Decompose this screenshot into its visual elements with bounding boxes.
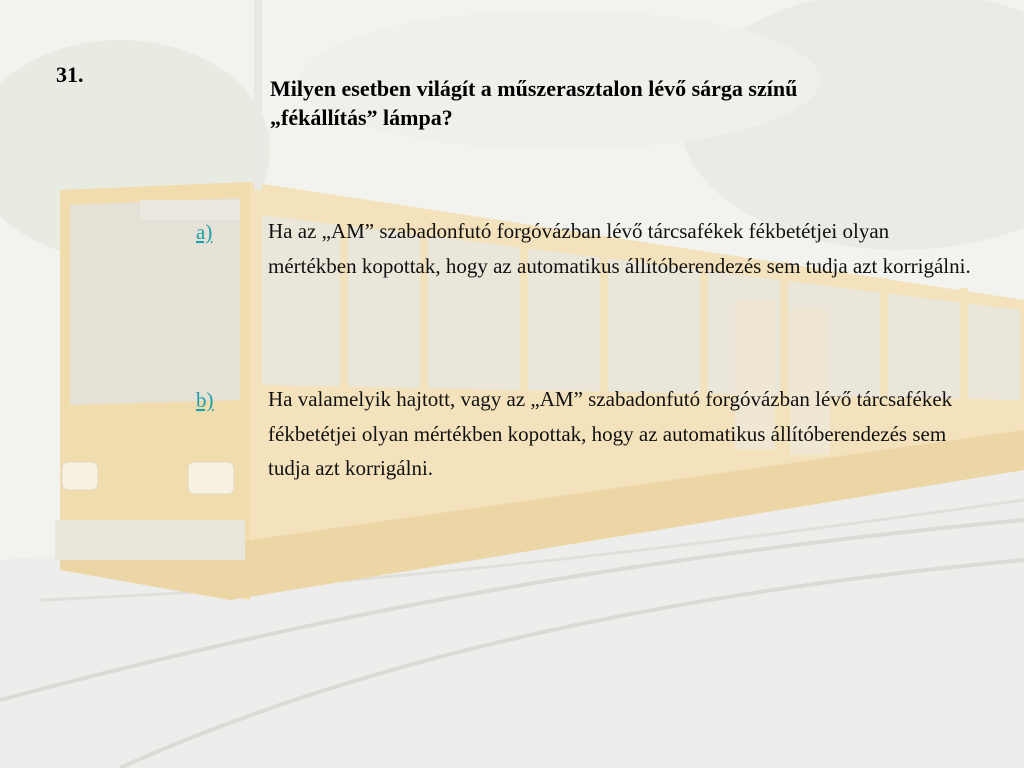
slide-number: 31. — [56, 62, 84, 87]
answer-a-text: Ha az „AM” szabadonfutó forgóvázban lévő tárcsafékek fékbetétjei olyan mértékben kopottak, hogy az automatikus állítóberendezés sem tudja azt korrigálni. — [268, 219, 971, 278]
answer-b-text: Ha valamelyik hajtott, vagy az „AM” szabadonfutó forgóvázban lévő tárcsafékek fékbetétjei olyan mértékben kopottak, hogy az automatikus állítóberendezés sem tudja azt korrigálni. — [268, 387, 953, 480]
question-text: Milyen esetben világít a műszerasztalon lévő sárga színű „fékállítás” lámpa? — [270, 76, 798, 130]
answer-b-link[interactable]: b) — [196, 388, 214, 412]
answer-a-link[interactable]: a) — [196, 220, 213, 244]
